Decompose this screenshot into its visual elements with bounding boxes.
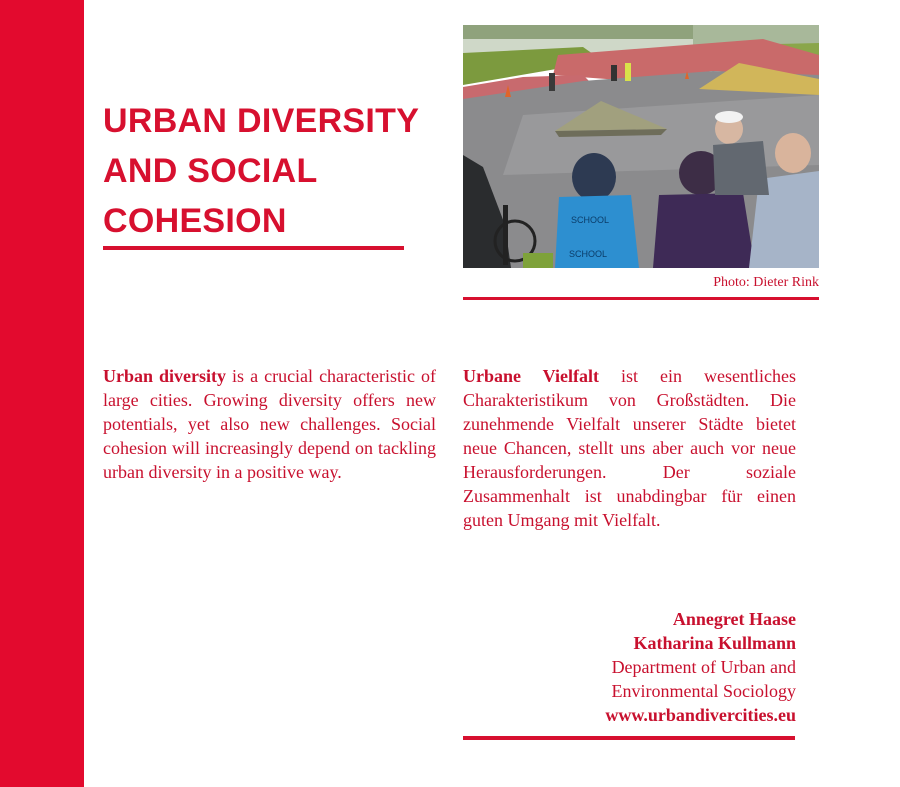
- department-line-1: Department of Urban and: [611, 657, 796, 677]
- credits-divider: [463, 736, 795, 740]
- website-link[interactable]: www.urbandivercities.eu: [605, 705, 796, 725]
- shirt-text-2: SCHOOL: [569, 249, 608, 259]
- title-line-1: URBAN DIVERSITY: [103, 102, 420, 140]
- red-side-bar: [0, 0, 84, 787]
- photo-caption: Photo: Dieter Rink: [713, 275, 819, 290]
- shirt-text-1: SCHOOL: [571, 215, 610, 225]
- english-paragraph: [103, 364, 436, 484]
- german-text: ist ein wesentliches Charakteristikum von Großstädten. Die zunehmende Vielfalt unserer Städte bietet neue Chancen, stellt uns aber auch vor neue Herausforderungen. Der soziale Zusammenhalt ist unabdingbar für einen guten Umgang mit Vielfalt.: [463, 366, 796, 530]
- title-line-2: AND SOCIAL: [103, 152, 318, 190]
- title-divider: [103, 246, 404, 250]
- author-1: Annegret Haase: [672, 609, 796, 629]
- english-text: is a crucial characteristic of large cities. Growing diversity offers new potentials, yet also new challenges. Social cohesion will increasingly depend on tackling urban diversity in a positive way.: [103, 366, 437, 482]
- english-lead: Urban diversity: [103, 366, 227, 386]
- page-title: [103, 96, 443, 246]
- credits-block: [463, 607, 796, 727]
- department-line-2: Environmental Sociology: [611, 681, 796, 701]
- german-paragraph: [463, 364, 796, 532]
- author-2: Katharina Kullmann: [633, 633, 796, 653]
- skatepark-photo: [463, 25, 819, 268]
- title-line-3: COHESION: [103, 202, 287, 240]
- german-lead: Urbane Vielfalt: [463, 366, 599, 386]
- photo-divider: [463, 297, 819, 300]
